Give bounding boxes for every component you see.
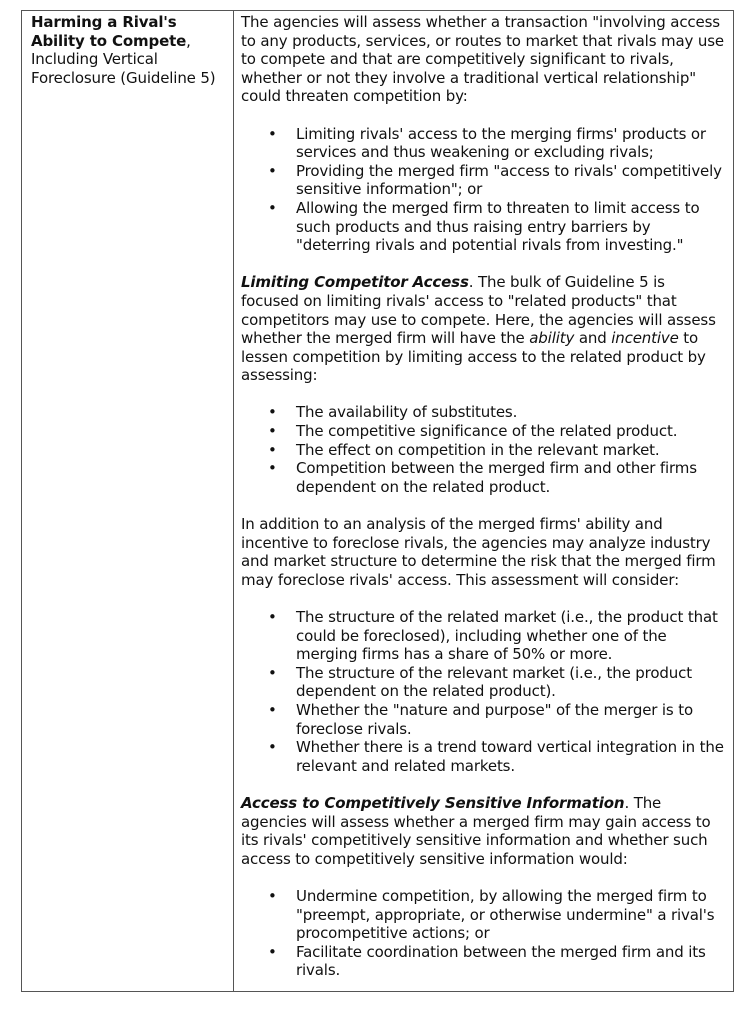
list-item: • The structure of the relevant market (i.e., the product dependent on the related product). [241, 664, 727, 701]
guideline-table [21, 10, 734, 992]
market-structure-bullet-list [241, 608, 727, 775]
list-item: • The effect on competition in the relevant market. [241, 441, 727, 460]
limiting-access-paragraph: Limiting Competitor Access. The bulk of Guideline 5 is focused on limiting rivals' access to "related products" that competitors may use to compete. Here, the agencies will assess whether the merged firm will have the ability and incentive to lessen competition by limiting access to the related product by assessing: [241, 273, 716, 385]
list-item: • The availability of substitutes. [241, 403, 727, 422]
topic-subtitle: Including Vertical Foreclosure (Guideline 5) [31, 50, 216, 87]
list-item: • Whether there is a trend toward vertical integration in the relevant and related markets. [241, 738, 727, 775]
topic-title: Harming a Rival's Ability to Compete [31, 13, 187, 50]
section-heading: Limiting Competitor Access [241, 273, 469, 292]
list-item: • Facilitate coordination between the merged firm and its rivals. [241, 943, 727, 980]
topic-cell [22, 11, 234, 991]
list-item: • Providing the merged firm "access to rivals' competitively sensitive information"; or [241, 162, 727, 199]
list-item: • Allowing the merged firm to threaten to limit access to such products and thus raising entry barriers by "deterring rivals and potential rivals from investing." [241, 199, 727, 255]
topic-heading: Harming a Rival's Ability to Compete, Including Vertical Foreclosure (Guideline 5) [31, 13, 216, 87]
sensitive-info-paragraph: Access to Competitively Sensitive Information. The agencies will assess whether a merged firm may gain access to its rivals' competitively sensitive information and whether such access to competitively sensitive information would: [241, 793, 711, 868]
assessment-bullet-list [241, 403, 727, 496]
sensitive-info-bullet-list [241, 887, 727, 980]
list-item: • The structure of the related market (i.e., the product that could be foreclosed), including whether one of the merging firms has a share of 50% or more. [241, 608, 727, 664]
intro-bullet-list [241, 125, 727, 255]
list-item: • Limiting rivals' access to the merging firms' products or services and thus weakening or excluding rivals; [241, 125, 727, 162]
list-item: • Undermine competition, by allowing the merged firm to "preempt, appropriate, or otherwise undermine" a rival's procompetitive actions; or [241, 887, 727, 943]
list-item: • Whether the "nature and purpose" of the merger is to foreclose rivals. [241, 701, 727, 738]
intro-paragraph: The agencies will assess whether a transaction "involving access to any products, services, or routes to market that rivals may use to compete and that are competitively significant to rivals, whether or not they involve a traditional vertical relationship" could threaten competition by: [241, 13, 724, 106]
list-item: • The competitive significance of the related product. [241, 422, 727, 441]
section-heading: Access to Competitively Sensitive Information [241, 793, 625, 812]
market-structure-paragraph: In addition to an analysis of the merged firms' ability and incentive to foreclose rivals, the agencies may analyze industry and market structure to determine the risk that the merged firm may foreclose rivals' access. This assessment will consider: [241, 515, 716, 589]
list-item: • Competition between the merged firm and other firms dependent on the related product. [241, 459, 727, 496]
description-cell [234, 11, 733, 991]
